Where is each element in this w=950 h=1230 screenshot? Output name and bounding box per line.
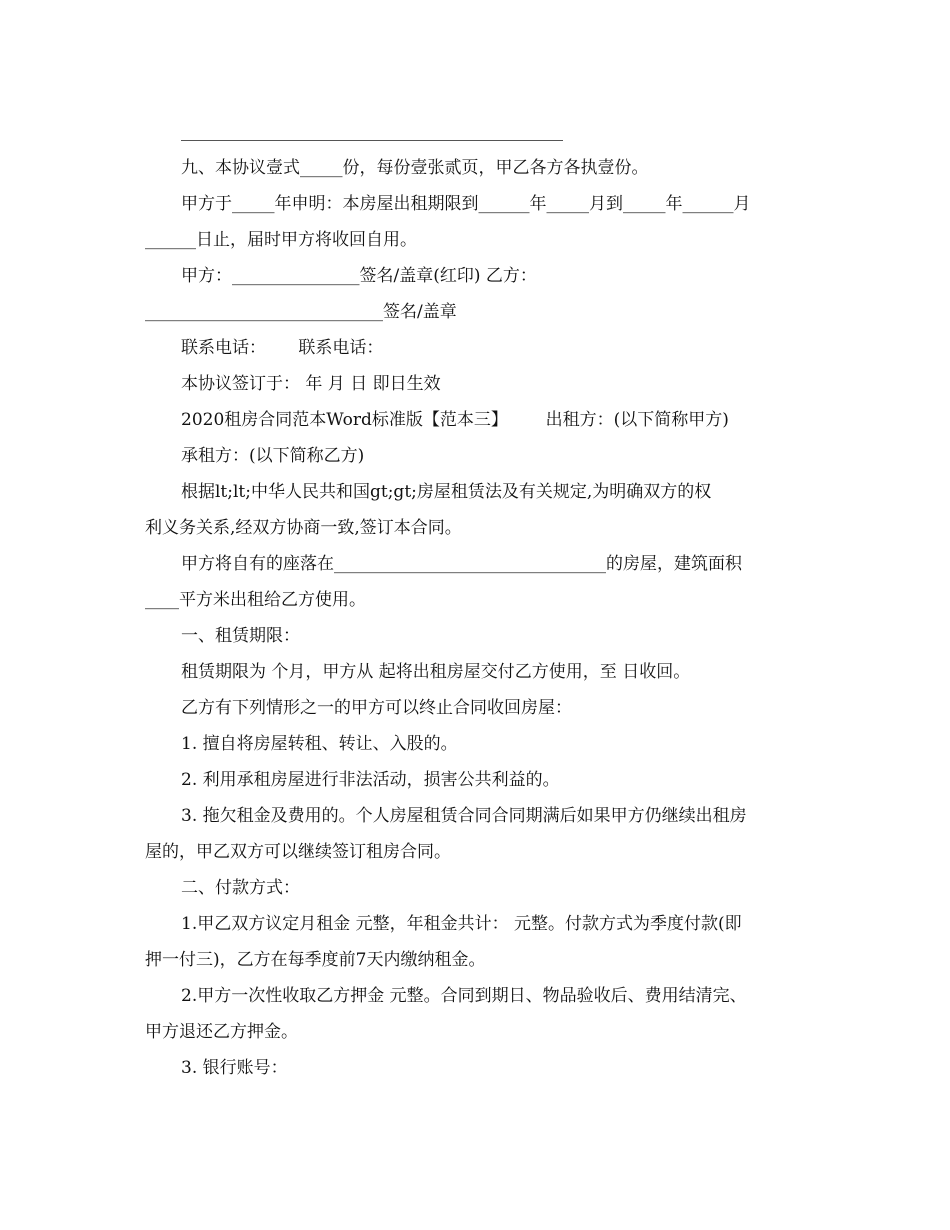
contact-phones: 联系电话： 联系电话： [181, 338, 384, 358]
lessor-declaration-cont: ______日止，届时甲方将收回自用。 [145, 230, 417, 250]
top-divider [181, 140, 563, 141]
lessor-declaration: 甲方于_____年申明：本房屋出租期限到______年_____月到_____年______月 [181, 194, 751, 214]
section-lease-term: 一、租赁期限： [181, 626, 300, 646]
condition-2: 2. 利用承租房屋进行非法活动，损害公共利益的。 [181, 770, 560, 790]
section-payment: 二、付款方式： [181, 878, 300, 898]
legal-basis: 根据lt;lt;中华人民共和国gt;gt;房屋租赁法及有关规定,为明确双方的权 [181, 482, 712, 502]
property-location-cont: ____平方米出租给乙方使用。 [145, 590, 366, 610]
clause-nine: 九、本协议壹式_____份，每份壹张贰页，甲乙各方各执壹份。 [181, 158, 649, 178]
legal-basis-cont: 利义务关系,经双方协商一致,签订本合同。 [145, 518, 462, 538]
payment-rent: 1.甲乙双方议定月租金 元整，年租金共计： 元整。付款方式为季度付款(即 [181, 914, 742, 934]
template-three-heading: 2020租房合同范本Word标准版【范本三】 出租方：(以下简称甲方) [181, 410, 729, 430]
payment-deposit: 2.甲方一次性收取乙方押金 元整。合同到期日、物品验收后、费用结清完、 [181, 986, 747, 1006]
bank-account: 3. 银行账号： [181, 1058, 288, 1078]
signature-party-a: 甲方：_______________签名/盖章(红印) 乙方： [181, 266, 537, 286]
condition-1: 1. 擅自将房屋转租、转让、入股的。 [181, 734, 458, 754]
signature-party-b: ____________________________签名/盖章 [145, 302, 457, 322]
signing-date: 本协议签订于： 年 月 日 即日生效 [181, 374, 441, 394]
condition-3: 3. 拖欠租金及费用的。个人房屋租赁合同合同期满后如果甲方仍继续出租房 [181, 806, 747, 826]
condition-3-cont: 屋的，甲乙双方可以继续签订租房合同。 [145, 842, 451, 862]
lessee-label: 承租方：(以下简称乙方) [181, 446, 365, 466]
payment-rent-cont: 押一付三)，乙方在每季度前7天内缴纳租金。 [145, 950, 486, 970]
termination-conditions: 乙方有下列情形之一的甲方可以终止合同收回房屋： [181, 698, 572, 718]
payment-deposit-cont: 甲方退还乙方押金。 [145, 1022, 298, 1042]
lease-term-detail: 租赁期限为 个月，甲方从 起将出租房屋交付乙方使用，至 日收回。 [181, 662, 691, 682]
property-location: 甲方将自有的座落在________________________________的房屋，建筑面积 [181, 554, 742, 574]
